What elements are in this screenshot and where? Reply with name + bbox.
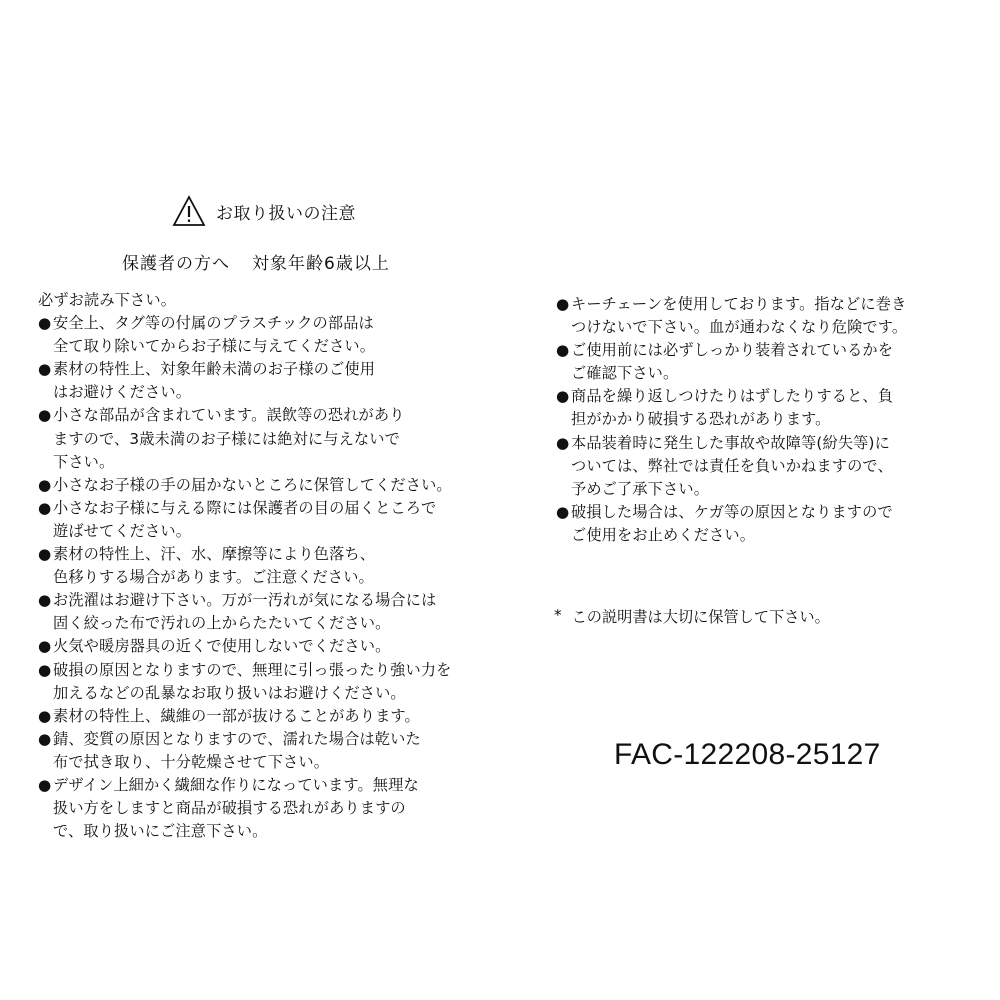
caution-item — [38, 474, 508, 497]
intro-text: 必ずお読み下さい。 — [38, 291, 177, 309]
caution-line: 小さなお子様に与える際には保護者の目の届くところで — [53, 498, 437, 517]
caution-item — [38, 404, 508, 473]
caution-item — [38, 659, 508, 705]
warning-triangle-icon — [172, 195, 206, 227]
guardian-label: 保護者の方へ — [122, 254, 230, 274]
right-column — [556, 293, 976, 547]
caution-line: 素材の特性上、汗、水、摩擦等により色落ち、 — [53, 545, 376, 564]
caution-line: 破損した場合は、ケガ等の原因となりますので — [571, 502, 893, 521]
keep-manual-note — [554, 606, 830, 627]
caution-line: お洗濯はお避け下さい。万が一汚れが気になる場合には — [53, 591, 437, 610]
bullet-mark: ● — [556, 341, 570, 360]
bullet-mark: ● — [38, 498, 52, 517]
caution-item — [38, 705, 508, 728]
caution-line: 布で拭き取り、十分乾燥させて下さい。 — [53, 752, 330, 771]
caution-line: つけないで下さい。血が通わなくなり危険です。 — [571, 318, 908, 337]
caution-item — [556, 293, 976, 339]
caution-item — [556, 432, 976, 501]
left-caution-list — [38, 312, 508, 843]
bullet-mark: ● — [38, 314, 52, 333]
caution-line: デザイン上細かく繊細な作りになっています。無理な — [53, 775, 419, 794]
caution-line: で、取り扱いにご注意下さい。 — [53, 822, 268, 841]
caution-item — [556, 339, 976, 385]
caution-line: 素材の特性上、対象年齢未満のお子様のご使用 — [53, 360, 376, 379]
bullet-mark: ● — [38, 775, 52, 794]
subtitle — [122, 249, 390, 274]
caution-line: ご使用前には必ずしっかり装着されているかを — [571, 341, 894, 360]
title-text: お取り扱いの注意 — [216, 203, 356, 224]
caution-line: 固く絞った布で汚れの上からたたいてください。 — [53, 614, 391, 633]
caution-item — [556, 385, 976, 431]
bullet-mark: ● — [38, 706, 52, 725]
bullet-mark: ● — [38, 660, 52, 679]
note-mark: * — [554, 606, 562, 624]
bullet-mark: ● — [38, 406, 52, 425]
caution-line: 素材の特性上、繊維の一部が抜けることがあります。 — [53, 706, 420, 725]
bullet-mark: ● — [38, 637, 52, 656]
notice-title — [172, 193, 356, 229]
bullet-mark: ● — [556, 387, 570, 406]
caution-line: 錆、変質の原因となりますので、濡れた場合は乾いた — [53, 729, 421, 748]
caution-line: ついては、弊社では責任を負いかねますので、 — [571, 456, 893, 475]
caution-item — [38, 728, 508, 774]
caution-item — [38, 497, 508, 543]
caution-line: 色移りする場合があります。ご注意ください。 — [53, 568, 374, 587]
caution-line: 火気や暖房器具の近くで使用しないでください。 — [53, 637, 391, 656]
left-column — [38, 289, 508, 843]
caution-line: 下さい。 — [53, 452, 115, 471]
right-caution-list — [556, 293, 976, 547]
caution-line: キーチェーンを使用しております。指などに巻き — [571, 295, 907, 313]
caution-item — [38, 589, 508, 635]
caution-line: 予めご了承下さい。 — [571, 479, 710, 498]
caution-item — [38, 358, 508, 404]
bullet-mark: ● — [38, 475, 52, 494]
caution-line: ご使用をお止めください。 — [571, 525, 756, 544]
caution-line: 商品を繰り返しつけたりはずしたりすると、負 — [571, 387, 894, 406]
caution-line: 担がかかり破損する恐れがあります。 — [571, 410, 831, 429]
bullet-mark: ● — [38, 360, 52, 379]
bullet-mark: ● — [38, 591, 52, 610]
caution-line: 小さなお子様の手の届かないところに保管してください。 — [53, 475, 452, 494]
caution-line: 加えるなどの乱暴なお取り扱いはお避けください。 — [53, 683, 406, 702]
bullet-mark: ● — [556, 295, 570, 313]
caution-line: はお避けください。 — [53, 383, 192, 402]
caution-line: 破損の原因となりますので、無理に引っ張ったり強い力を — [53, 660, 452, 679]
caution-item — [38, 774, 508, 843]
caution-line: 全て取り除いてからお子様に与えてください。 — [53, 337, 376, 356]
caution-line: 安全上、タグ等の付属のプラスチックの部品は — [53, 314, 374, 333]
caution-line: 遊ばせてください。 — [53, 521, 192, 540]
caution-line: 本品装着時に発生した事故や故障等(紛失等)に — [571, 433, 890, 452]
caution-item — [38, 635, 508, 658]
caution-item — [38, 312, 508, 358]
bullet-mark: ● — [38, 729, 52, 748]
caution-item — [556, 501, 976, 547]
caution-item — [38, 543, 508, 589]
bullet-mark: ● — [556, 433, 570, 452]
caution-line: ご確認下さい。 — [571, 364, 679, 383]
product-code: FAC-122208-25127 — [614, 738, 881, 771]
target-age-label: 対象年齢6歳以上 — [252, 254, 390, 274]
bullet-mark: ● — [38, 545, 52, 564]
caution-line: 扱い方をしますと商品が破損する恐れがありますの — [53, 799, 406, 818]
bullet-mark: ● — [556, 502, 570, 521]
caution-line: ますので、3歳未満のお子様には絶対に与えないで — [53, 429, 400, 448]
caution-line: 小さな部品が含まれています。誤飲等の恐れがあり — [53, 406, 405, 425]
note-text: この説明書は大切に保管して下さい。 — [571, 608, 830, 626]
